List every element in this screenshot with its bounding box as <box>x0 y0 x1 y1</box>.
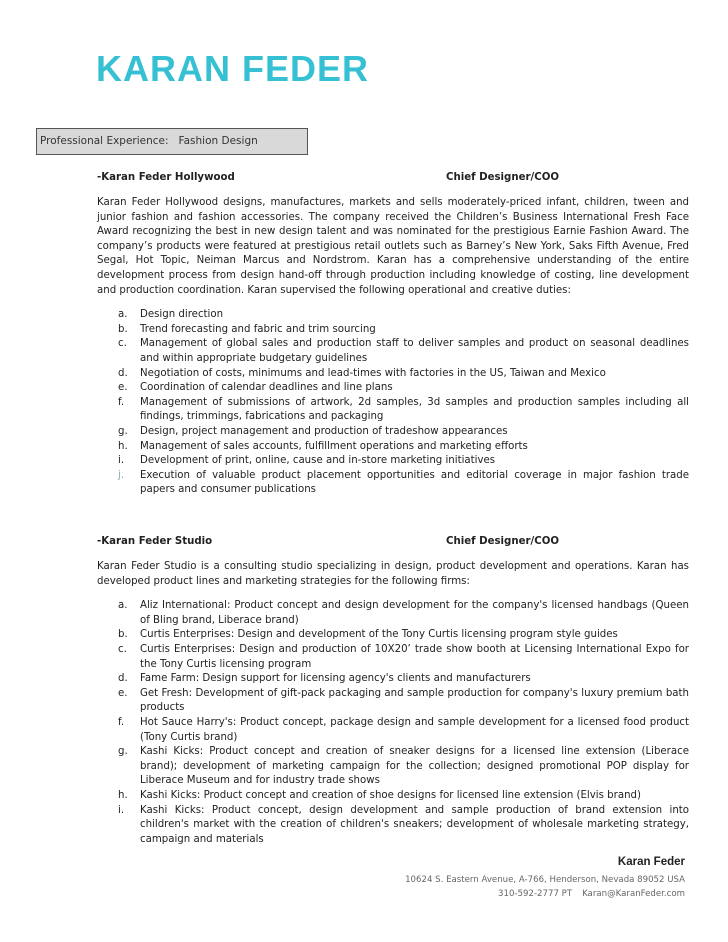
list-text: Development of print, online, cause and in-store marketing initiatives <box>140 455 496 467</box>
list-marker: g. <box>118 746 128 758</box>
list-marker: h. <box>118 440 128 452</box>
list-marker: b. <box>118 323 128 335</box>
list-item <box>97 367 689 382</box>
list-marker: a. <box>118 600 128 612</box>
list-marker: d. <box>118 367 128 379</box>
footer-contact <box>405 873 685 901</box>
job-title: Chief Designer/COO <box>446 172 560 183</box>
list-item <box>97 396 689 425</box>
list-item <box>97 643 689 672</box>
duties-list <box>97 308 689 498</box>
list-item <box>97 628 689 643</box>
footer-phone: 310-592-2777 PT <box>498 889 573 899</box>
list-marker: b. <box>118 629 128 641</box>
list-marker: c. <box>118 643 127 655</box>
list-marker: f. <box>118 716 125 728</box>
list-marker: g. <box>118 425 128 437</box>
job-description: Karan Feder Hollywood designs, manufactures, markets and sells moderately-priced infant, children, tween and junior fashion and fashion accessories. The company received the Children’s Business International Fresh Face Award recognizing the best in new design talent and was nominated for the prestigious Earnie Fashion Award. The company’s products were featured at prestigious retail outlets such as Barney’s New York, Saks Fifth Avenue, Fred Segal, Hot Topic, Neiman Marcus and Nordstrom. Karan has a comprehensive understanding of the entire development process from design hand-off through production including knowledge of costing, line development and production coordination. Karan supervised the following operational and creative duties: <box>97 197 689 296</box>
list-text: Trend forecasting and fabric and trim sourcing <box>140 323 376 335</box>
job-title: Chief Designer/COO <box>446 536 560 547</box>
list-text: Curtis Enterprises: Design and development of the Tony Curtis licensing program style guides <box>140 629 618 641</box>
list-marker: e. <box>118 687 128 699</box>
job-entry-studio <box>97 536 689 847</box>
section-label: Professional Experience: <box>40 135 169 147</box>
list-marker: a. <box>118 309 128 321</box>
list-item <box>97 440 689 455</box>
list-marker: j. <box>118 469 125 481</box>
list-item <box>97 337 689 366</box>
list-marker: c. <box>118 338 127 350</box>
company-name: -Karan Feder Studio <box>97 536 213 547</box>
list-text: Execution of valuable product placement opportunities and editorial coverage in major fashion trade papers and consumer publications <box>140 469 689 496</box>
list-item <box>97 599 689 628</box>
section-header-box <box>36 128 308 155</box>
footer-email: Karan@KaranFeder.com <box>582 889 685 899</box>
list-text: Fame Farm: Design support for licensing agency's clients and manufacturers <box>140 673 531 685</box>
list-text: Management of global sales and production staff to deliver samples and product on seasonal deadlines and within appropriate budgetary guidelines <box>140 338 689 364</box>
list-marker: i. <box>118 804 125 816</box>
job-entry-hollywood <box>97 172 689 498</box>
footer-name: Karan Feder <box>617 856 685 868</box>
list-item <box>97 308 689 323</box>
company-name: -Karan Feder Hollywood <box>97 172 235 183</box>
section-field: Fashion Design <box>178 135 258 147</box>
list-text: Management of sales accounts, fulfillment operations and marketing efforts <box>140 440 528 452</box>
job-header <box>97 536 689 550</box>
list-item <box>97 454 689 469</box>
list-text: Coordination of calendar deadlines and line plans <box>140 382 393 394</box>
list-item <box>97 716 689 745</box>
job-header <box>97 172 689 186</box>
list-item <box>97 425 689 440</box>
list-marker: h. <box>118 789 128 801</box>
clients-list <box>97 599 689 847</box>
list-text: Get Fresh: Development of gift-pack packaging and sample production for company's luxury premium bath products <box>140 687 689 714</box>
list-text: Management of submissions of artwork, 2d samples, 3d samples and production samples including all findings, trimmings, fabrications and packaging <box>140 396 689 423</box>
list-text: Negotiation of costs, minimums and lead-times with factories in the US, Taiwan and Mexico <box>140 367 606 379</box>
list-text: Hot Sauce Harry's: Product concept, package design and sample development for a licensed food product (Tony Curtis brand) <box>140 716 689 743</box>
list-item <box>97 672 689 687</box>
list-marker: d. <box>118 673 128 685</box>
list-marker: f. <box>118 396 125 408</box>
list-marker: e. <box>118 382 128 394</box>
list-item <box>97 745 689 789</box>
list-item <box>97 687 689 716</box>
list-item <box>97 381 689 396</box>
list-text: Kashi Kicks: Product concept, design development and sample production of brand extension into children's market with the creation of children's sneakers; development of wholesale marketing strategy, campaign and materials <box>140 804 689 845</box>
resume-name: KARAN FEDER <box>96 48 370 89</box>
list-text: Curtis Enterprises: Design and production of 10X20’ trade show booth at Licensing International Expo for the Tony Curtis licensing program <box>140 643 689 670</box>
list-text: Design direction <box>140 309 224 321</box>
list-text: Kashi Kicks: Product concept and creation of shoe designs for licensed line extension (Elvis brand) <box>140 789 641 801</box>
list-item <box>97 469 689 498</box>
list-text: Kashi Kicks: Product concept and creation of sneaker designs for a licensed line extension (Liberace brand); development of marketing campaign for the collection; designed promotional POP display for Liberace Museum and for industry trade shows <box>140 746 689 787</box>
list-text: Aliz International: Product concept and design development for the company's licensed handbags (Queen of Bling brand, Liberace brand) <box>140 600 689 626</box>
list-item <box>97 804 689 848</box>
list-item <box>97 323 689 338</box>
list-marker: i. <box>118 455 125 467</box>
list-text: Design, project management and production of tradeshow appearances <box>140 425 508 437</box>
job-description: Karan Feder Studio is a consulting studio specializing in design, product development and operations. Karan has developed product lines and marketing strategies for the following firms: <box>97 561 689 587</box>
footer-address: 10624 S. Eastern Avenue, A-766, Henderson, Nevada 89052 USA <box>405 875 685 885</box>
list-item <box>97 789 689 804</box>
